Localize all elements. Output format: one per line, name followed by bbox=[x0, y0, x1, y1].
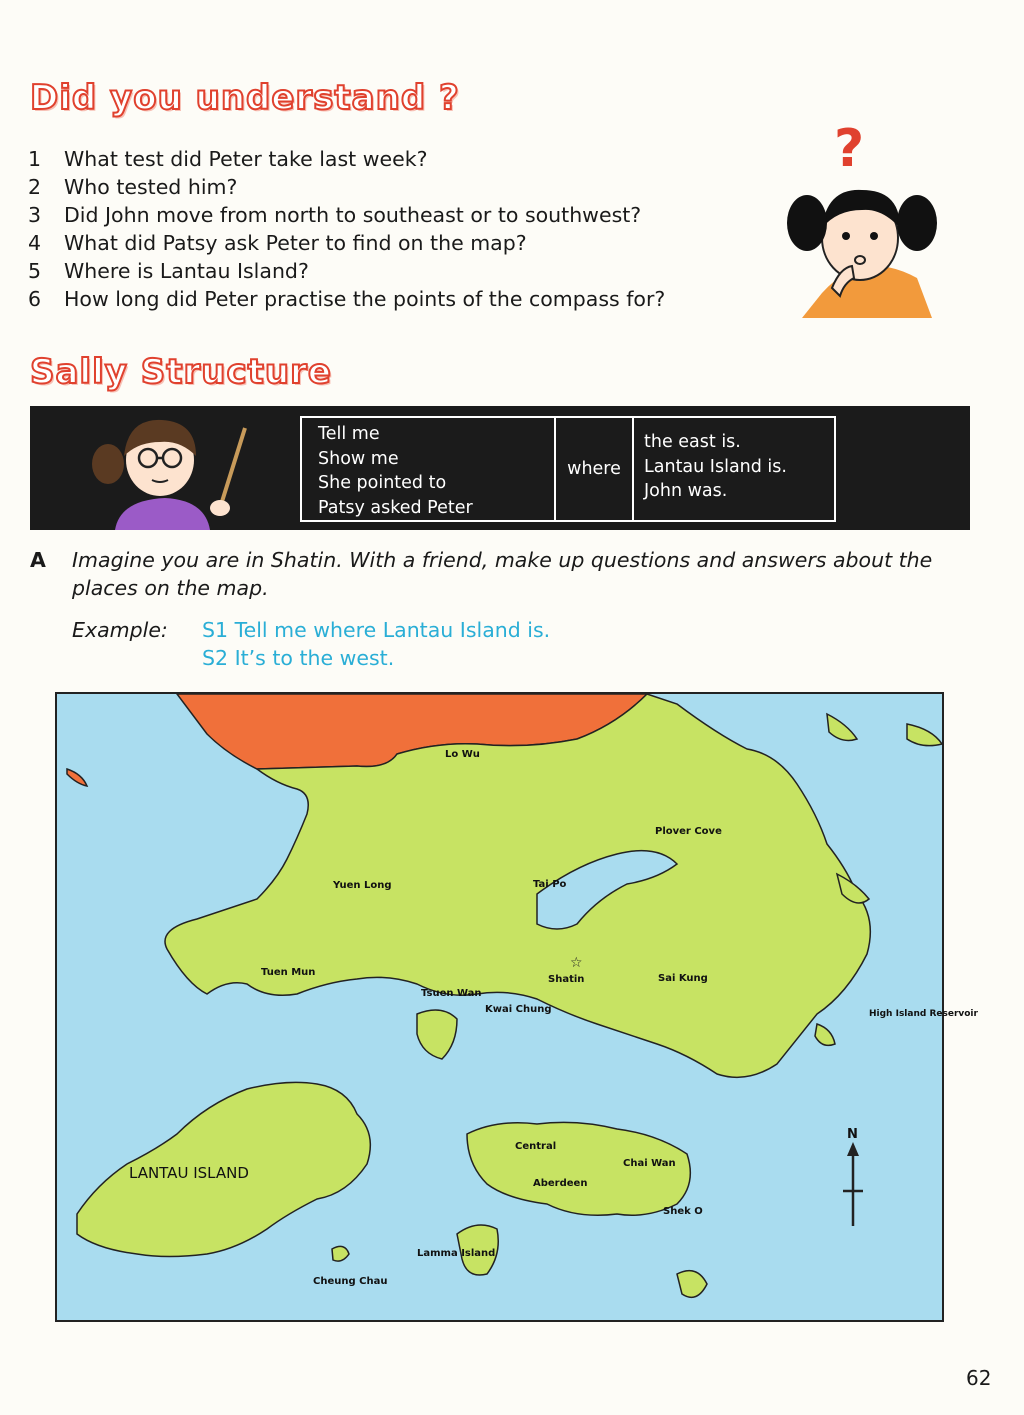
structure-phrase: Lantau Island is. bbox=[644, 456, 787, 477]
structure-column-subject bbox=[302, 418, 556, 520]
section-title-sally-structure: Sally Structure bbox=[30, 352, 332, 392]
islet bbox=[827, 714, 857, 740]
tsing-yi-island bbox=[417, 1010, 457, 1059]
islet bbox=[815, 1024, 835, 1045]
compass-north-label: N bbox=[847, 1127, 858, 1142]
map-graphic bbox=[57, 694, 978, 1324]
structure-connector: where bbox=[567, 459, 621, 479]
svg-text:?: ? bbox=[834, 119, 865, 179]
task-label: A bbox=[30, 548, 46, 572]
map-label-tsuen-wan: Tsuen Wan bbox=[421, 988, 482, 999]
map-label-aberdeen: Aberdeen bbox=[533, 1178, 588, 1189]
page-number: 62 bbox=[966, 1366, 992, 1390]
question-list bbox=[28, 145, 665, 313]
question-text: What did Patsy ask Peter to find on the map? bbox=[64, 231, 527, 255]
question-text: What test did Peter take last week? bbox=[64, 147, 428, 171]
question-text: Did John move from north to southeast or to southwest? bbox=[64, 203, 642, 227]
example-line: S2 It’s to the west. bbox=[202, 646, 395, 670]
question-text: How long did Peter practise the points of the compass for? bbox=[64, 287, 666, 311]
example-block bbox=[72, 616, 550, 672]
question-number: 3 bbox=[28, 203, 42, 227]
question-number: 4 bbox=[28, 231, 42, 255]
section-title-did-you-understand: Did you understand ? bbox=[30, 78, 460, 118]
hong-kong-map bbox=[55, 692, 978, 1322]
map-label-lo-wu: Lo Wu bbox=[445, 749, 480, 760]
structure-column-where bbox=[556, 418, 634, 520]
list-item bbox=[28, 285, 665, 313]
map-label-shatin: Shatin bbox=[548, 974, 585, 985]
map-label-yuen-long: Yuen Long bbox=[333, 880, 392, 891]
map-label-tai-po: Tai Po bbox=[533, 879, 567, 890]
question-number: 5 bbox=[28, 259, 42, 283]
structure-phrase: Show me bbox=[318, 448, 399, 469]
map-label-lantau-island: LANTAU ISLAND bbox=[129, 1164, 249, 1182]
question-number: 2 bbox=[28, 175, 42, 199]
map-label-chai-wan: Chai Wan bbox=[623, 1158, 676, 1169]
example-label: Example: bbox=[72, 618, 168, 642]
islet bbox=[677, 1271, 707, 1298]
map-label-lamma-island: Lamma Island bbox=[417, 1248, 496, 1259]
structure-table bbox=[300, 416, 836, 522]
cheung-chau-island bbox=[332, 1246, 349, 1261]
map-label-cheung-chau: Cheung Chau bbox=[313, 1276, 388, 1287]
china-islet bbox=[67, 769, 87, 786]
question-number: 1 bbox=[28, 147, 42, 171]
list-item bbox=[28, 201, 665, 229]
map-label-kwai-chung: Kwai Chung bbox=[485, 1004, 552, 1015]
list-item bbox=[28, 257, 665, 285]
structure-phrase: John was. bbox=[644, 481, 728, 501]
task-instruction: Imagine you are in Shatin. With a friend, make up questions and answers about the places on the map. bbox=[72, 548, 933, 600]
question-text: Who tested him? bbox=[64, 175, 238, 199]
map-label-shek-o: Shek O bbox=[663, 1206, 703, 1217]
structure-phrase: Tell me bbox=[318, 424, 380, 444]
question-text: Where is Lantau Island? bbox=[64, 259, 309, 283]
map-label-sai-kung: Sai Kung bbox=[658, 973, 708, 984]
list-item bbox=[28, 145, 665, 173]
sally-illustration bbox=[80, 408, 250, 530]
islet bbox=[907, 724, 942, 746]
list-item bbox=[28, 229, 665, 257]
map-label-high-island-reservoir: High Island Reservoir bbox=[869, 1009, 978, 1019]
map-label-tuen-mun: Tuen Mun bbox=[261, 967, 316, 978]
structure-column-place bbox=[634, 418, 834, 520]
shatin-star-icon: ☆ bbox=[570, 955, 583, 971]
map-label-plover-cove: Plover Cove bbox=[655, 826, 722, 837]
structure-phrase: the east is. bbox=[644, 432, 741, 452]
question-number: 6 bbox=[28, 287, 42, 311]
thinking-girl-illustration bbox=[782, 118, 942, 318]
task-a bbox=[30, 546, 960, 602]
structure-phrase: She pointed to bbox=[318, 473, 447, 493]
list-item bbox=[28, 173, 665, 201]
structure-phrase: Patsy asked Peter bbox=[318, 497, 473, 518]
example-line: S1 Tell me where Lantau Island is. bbox=[202, 618, 551, 642]
map-label-central: Central bbox=[515, 1141, 557, 1152]
